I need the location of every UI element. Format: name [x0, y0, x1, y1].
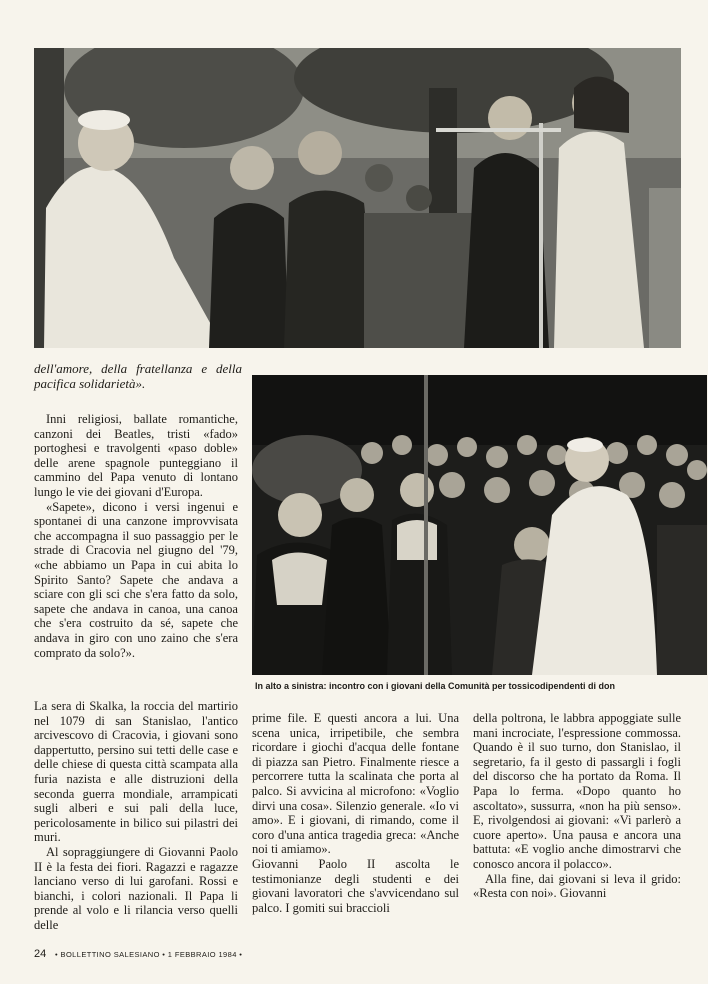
paragraph: prime file. E questi ancora a lui. Una scena unica, irripetibile, che sembra ricordare i giochi d'acqua delle fontane di piazza san Pietro. Finalmente riesce a percorrere tutta la scalinata che porta al palco. Si avvicina al microfono: «Voglio dirvi una cosa». Silenzio generale. «Io vi amo». E i giovani, di rimando, come il coro d'una antica tragedia greca: «Anche noi ti amiamo». [252, 711, 459, 857]
column-left-upper [34, 412, 238, 660]
photo-caption: In alto a sinistra: incontro con i giovani della Comunità per tossicodipendenti di don [255, 681, 616, 691]
paragraph: La sera di Skalka, la roccia del martirio nel 1079 di san Stanislao, l'antico arcivescovo di Cracovia, i giovani sono dappertutto, persino sui tetti delle case e delle chiese di questa città scampata alla furia nazista e alle distruzioni della seconda guerra mondiale, arrampicati sugli alberi e sui pali della luce, pericolosamente in bilico sui pilastri dei muri. [34, 699, 238, 845]
photo-quote-caption: dell'amore, della fratellanza e della pacifica solidarietà». [34, 361, 242, 391]
photo-pope-with-girls [252, 375, 707, 675]
photo-mid-illustration [252, 375, 707, 675]
paragraph: Giovanni Paolo II ascolta le testimonianze degli studenti e dei giovani lavoratori che s'avvicendano sul palco. I gomiti sui braccioli [252, 856, 459, 915]
column-middle [252, 711, 459, 915]
page-footer [34, 948, 334, 960]
column-left-lower [34, 699, 238, 933]
paragraph: Inni religiosi, ballate romantiche, canzoni dei Beatles, tristi «fado» portoghesi e travolgenti «paso doble» delle arene spagnole punteggiano il cammino del Papa venuto di lontano lungo le vie dei giovani d'Europa. [34, 412, 238, 499]
paragraph: «Sapete», dicono i versi ingenui e spontanei di una canzone improvvisata che accompagna il suo passaggio per le strade di Cracovia nel giugno del '79, «che abbiamo un Papa in cui abita lo Spirito Santo? Sapete che andava a sciare con gli sci che s'era fatto da solo, sapete che andava in canoa, una canoa che s'era costruito da sé, sapete che andava in giro con uno zaino che s'era comprato da solo?». [34, 499, 238, 660]
paragraph: della poltrona, le labbra appoggiate sulle mani incrociate, l'espressione commossa. Quando è il suo turno, don Stanislao, il segretario, fa il gesto di passargli i fogli del discorso che ha portato da Roma. Il Papa lo ferma. «Dopo quanto ho ascoltato», sussurra, «non ha più senso». E, rivolgendosi ai giovani: «Vi parlerò a cuore aperto». Una pausa e ancora una battuta: «E voglio anche dimostrarvi che conosco ancora il polacco». [473, 711, 681, 871]
column-right [473, 711, 681, 901]
page-number: 24 [34, 948, 47, 960]
photo-top-illustration [34, 48, 681, 348]
paragraph: Alla fine, dai giovani si leva il grido: «Resta con noi». Giovanni [473, 871, 681, 901]
running-title: • BOLLETTINO SALESIANO • 1 FEBBRAIO 1984 • [55, 950, 243, 959]
paragraph: Al sopraggiungere di Giovanni Paolo II è la festa dei fiori. Ragazzi e ragazze lanciano verso di lui garofani. Rossi e bianchi, i colori nazionali. Il Papa li prende al volo e li rilancia verso quelli delle [34, 844, 238, 932]
photo-pope-youth-meeting [34, 48, 681, 348]
